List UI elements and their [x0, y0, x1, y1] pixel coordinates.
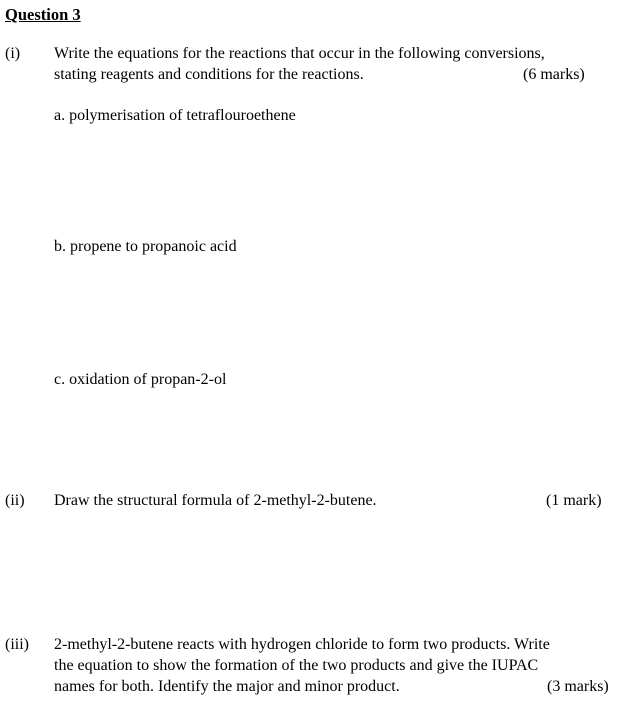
part-i-sub-a: a. polymerisation of tetraflouroethene	[54, 107, 296, 124]
part-ii-marks: (1 mark)	[546, 492, 602, 509]
part-i-line-2: stating reagents and conditions for the reactions.	[54, 66, 364, 83]
part-i-line-1: Write the equations for the reactions that occur in the following conversions,	[54, 45, 545, 62]
part-i-marks: (6 marks)	[523, 66, 585, 83]
question-title: Question 3	[5, 5, 81, 24]
part-iii-line-2: the equation to show the formation of the two products and give the IUPAC	[54, 657, 539, 674]
part-i-sub-c: c. oxidation of propan-2-ol	[54, 371, 227, 388]
part-ii-text: Draw the structural formula of 2-methyl-2-butene.	[54, 492, 377, 509]
part-iii-line-1: 2-methyl-2-butene reacts with hydrogen chloride to form two products. Write	[54, 636, 550, 653]
part-iii-number: (iii)	[5, 636, 29, 653]
part-i-sub-b: b. propene to propanoic acid	[54, 238, 237, 255]
part-iii-marks: (3 marks)	[547, 678, 609, 695]
part-ii-number: (ii)	[5, 492, 25, 509]
part-i-number: (i)	[5, 45, 21, 62]
part-iii-line-3: names for both. Identify the major and minor product.	[54, 678, 400, 695]
